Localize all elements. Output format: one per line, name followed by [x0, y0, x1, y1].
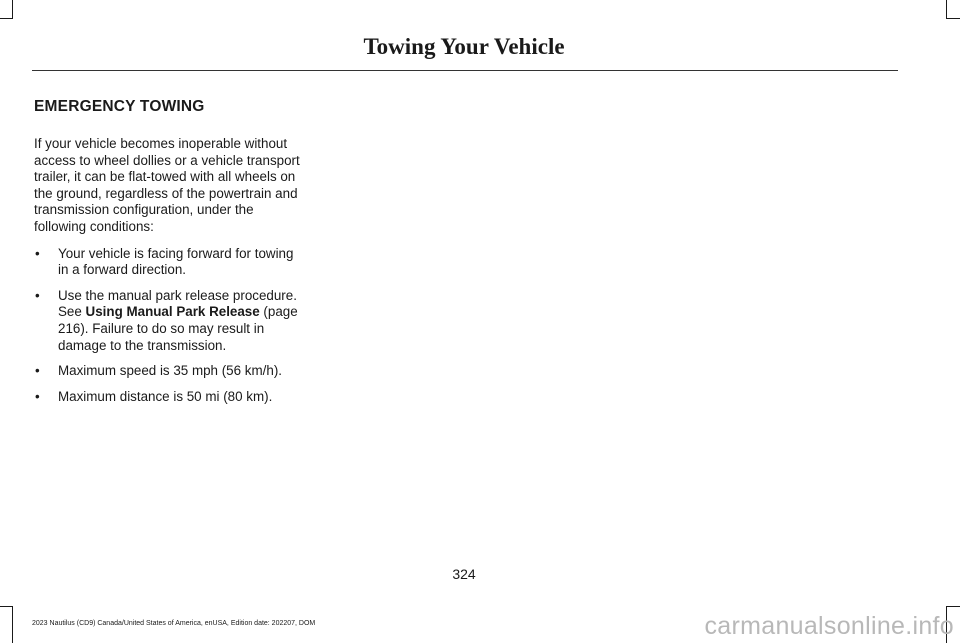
list-item	[34, 363, 306, 380]
bullet-icon: •	[35, 388, 40, 404]
bullet-icon: •	[35, 287, 40, 303]
crop-mark-top-left-vertical	[12, 0, 13, 18]
list-item-text-before: Use the manual park release procedure. See	[58, 287, 297, 320]
page-number: 324	[452, 566, 476, 582]
list-item	[34, 389, 306, 406]
list-item-text-after: (page 216). Failure to do so may result in damage to the transmission.	[58, 304, 298, 353]
crop-mark-bottom-left-vertical	[12, 606, 13, 643]
crop-mark-top-right-horizontal	[946, 18, 960, 19]
conditions-list	[34, 246, 306, 406]
list-item-text: Your vehicle is facing forward for towing in a forward direction.	[58, 245, 294, 278]
list-item	[34, 246, 306, 279]
list-item-text: Maximum speed is 35 mph (56 km/h).	[58, 363, 282, 379]
list-item	[34, 288, 306, 354]
main-content	[34, 98, 306, 414]
cross-reference-link[interactable]: Using Manual Park Release	[85, 304, 260, 320]
bullet-icon: •	[35, 245, 40, 261]
edition-footer: 2023 Nautilus (CD9) Canada/United States of America, enUSA, Edition date: 202207, DOM	[32, 620, 316, 627]
page-header-title: Towing Your Vehicle	[363, 34, 565, 59]
bullet-icon: •	[35, 363, 40, 379]
intro-paragraph: If your vehicle becomes inoperable without access to wheel dollies or a vehicle transport trailer, it can be flat-towed with all wheels on the ground, regardless of the powertrain and transmission configuration, under the following conditions:	[34, 136, 300, 234]
crop-mark-bottom-right-horizontal	[946, 606, 960, 607]
header-rule	[32, 70, 898, 71]
list-item-text: Maximum distance is 50 mi (80 km).	[58, 388, 273, 404]
watermark: carmanualsonline.info	[704, 612, 954, 640]
crop-mark-top-left-horizontal	[0, 18, 13, 19]
section-heading: EMERGENCY TOWING	[34, 98, 205, 115]
crop-mark-top-right-vertical	[946, 0, 947, 18]
